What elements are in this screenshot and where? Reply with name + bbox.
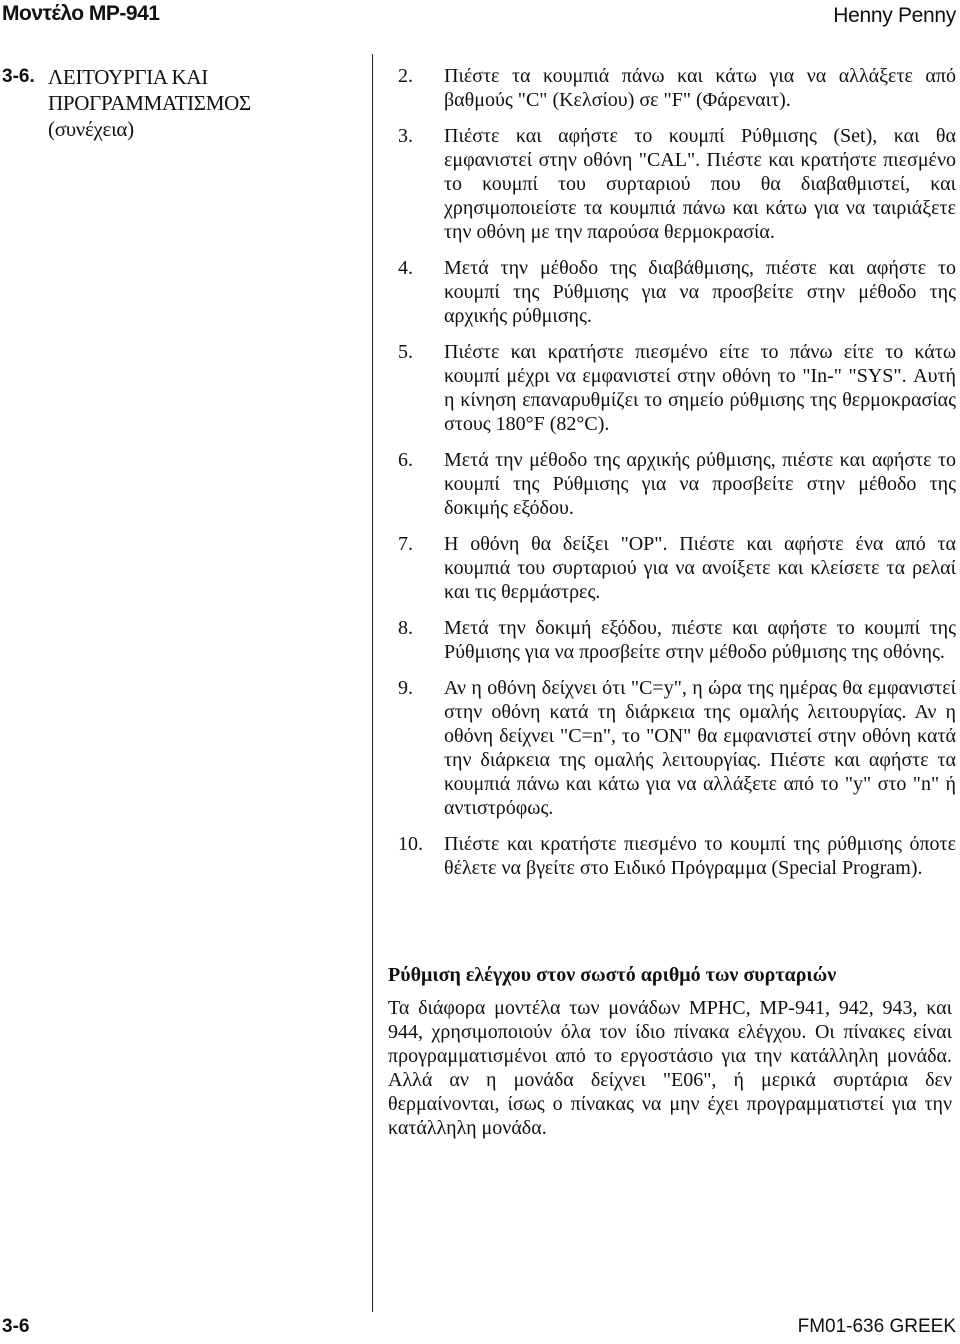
step-item: [398, 124, 956, 244]
step-item: [398, 832, 956, 880]
section-number: 3-6.: [2, 66, 35, 87]
step-number: 6.: [398, 449, 413, 471]
step-text: Πιέστε τα κουμπιά πάνω και κάτω για να αλλάξετε από βαθμούς "C" (Κελσίου) σε "F" (Φάρεναιτ).: [444, 65, 956, 111]
step-list: [398, 64, 956, 892]
step-item: [398, 616, 956, 664]
step-text: Πιέστε και κρατήστε πιεσμένο είτε το πάνω είτε το κάτω κουμπί μέχρι να εμφανιστεί στην οθόνη το "In-" "SYS". Αυτή η κίνηση επαναρυθμίζει το σημείο ρύθμισης της θερμοκρασίας στους 180°F (82°C).: [444, 341, 956, 435]
step-item: [398, 448, 956, 520]
step-number: 10.: [398, 833, 423, 855]
footer-page-number: 3-6: [2, 1316, 30, 1337]
step-item: [398, 676, 956, 820]
step-text: Πιέστε και κρατήστε πιεσμένο το κουμπί της ρύθμισης όποτε θέλετε να βγείτε στο Ειδικό Πρόγραμμα (Special Program).: [444, 833, 956, 879]
step-number: 4.: [398, 257, 413, 279]
step-text: Μετά την μέθοδο της αρχικής ρύθμισης, πιέστε και αφήστε το κουμπί της Ρύθμισης για να προσβείτε στην μέθοδο της δοκιμής εξόδου.: [444, 449, 956, 519]
step-number: 5.: [398, 341, 413, 363]
step-text: Η οθόνη θα δείξει "OP". Πιέστε και αφήστε ένα από τα κουμπιά του συρταριού για να ανοίξετε και κλείσετε τα ρελαί και τις θερμάστρες.: [444, 533, 956, 603]
step-item: [398, 340, 956, 436]
subsection-paragraph: Τα διάφορα μοντέλα των μονάδων MPHC, MP-941, 942, 943, και 944, χρησιμοποιούν όλα τον ίδιο πίνακα ελέγχου. Οι πίνακες είναι προγραμματισμένοι από το εργοστάσιο για την κατάλληλη μονάδα. Αλλά αν η μονάδα δείχνει "E06", ή μερικά συρτάρια δεν θερμαίνονται, ίσως ο πίνακας να μην έχει προγραμματιστεί για την κατάλληλη μονάδα.: [388, 997, 952, 1139]
step-text: Πιέστε και αφήστε το κουμπί Ρύθμισης (Set), και θα εμφανιστεί στην οθόνη "CAL". Πιέστε και κρατήστε πιεσμένο το κουμπί του συρταριού που θα διαβαθμιστεί, και χρησιμοποιείστε τα κουμπιά πάνω και κάτω για να ταιριάξετε την οθόνη με την παρούσα θερμοκρασία.: [444, 125, 956, 243]
section-title-line-3: (συνέχεια): [48, 117, 134, 141]
column-divider: [372, 54, 373, 1312]
step-number: 8.: [398, 617, 413, 639]
step-number: 3.: [398, 125, 413, 147]
step-text: Μετά την δοκιμή εξόδου, πιέστε και αφήστε το κουμπί της Ρύθμισης για να προσβείτε στην μέθοδο ρύθμισης της οθόνης.: [444, 617, 956, 663]
step-item: [398, 256, 956, 328]
footer-document-code: FM01-636 GREEK: [797, 1316, 956, 1337]
step-number: 2.: [398, 65, 413, 87]
header-model: Μοντέλο MP-941: [2, 2, 160, 25]
step-number: 9.: [398, 677, 413, 699]
step-text: Αν η οθόνη δείχνει ότι "C=y", η ώρα της ημέρας θα εμφανιστεί στην οθόνη κατά τη διάρκεια της ομαλής λειτουργίας. Αν η οθόνη δείχνει "C=n", το "ON" θα εμφανιστεί στην οθόνη κατά την διάρκεια της ομαλής λειτουργίας. Πιέστε και αφήστε τα κουμπιά πάνω και κάτω για να αλλάξετε από το "y" στο "n" ή αντιστρόφως.: [444, 677, 956, 819]
section-title: [48, 64, 251, 142]
section-title-line-2: ΠΡΟΓΡΑΜΜΑΤΙΣΜΟΣ: [48, 91, 251, 115]
section-title-line-1: ΛΕΙΤΟΥΡΓΙΑ ΚΑΙ: [48, 65, 208, 89]
header-brand: Henny Penny: [833, 4, 956, 27]
step-number: 7.: [398, 533, 413, 555]
subsection-title: Ρύθμιση ελέγχου στον σωστό αριθμό των συρταριών: [388, 964, 837, 986]
step-item: [398, 532, 956, 604]
step-text: Μετά την μέθοδο της διαβάθμισης, πιέστε και αφήστε το κουμπί της Ρύθμισης για να προσβείτε στην μέθοδο της αρχικής ρύθμισης.: [444, 257, 956, 327]
step-item: [398, 64, 956, 112]
